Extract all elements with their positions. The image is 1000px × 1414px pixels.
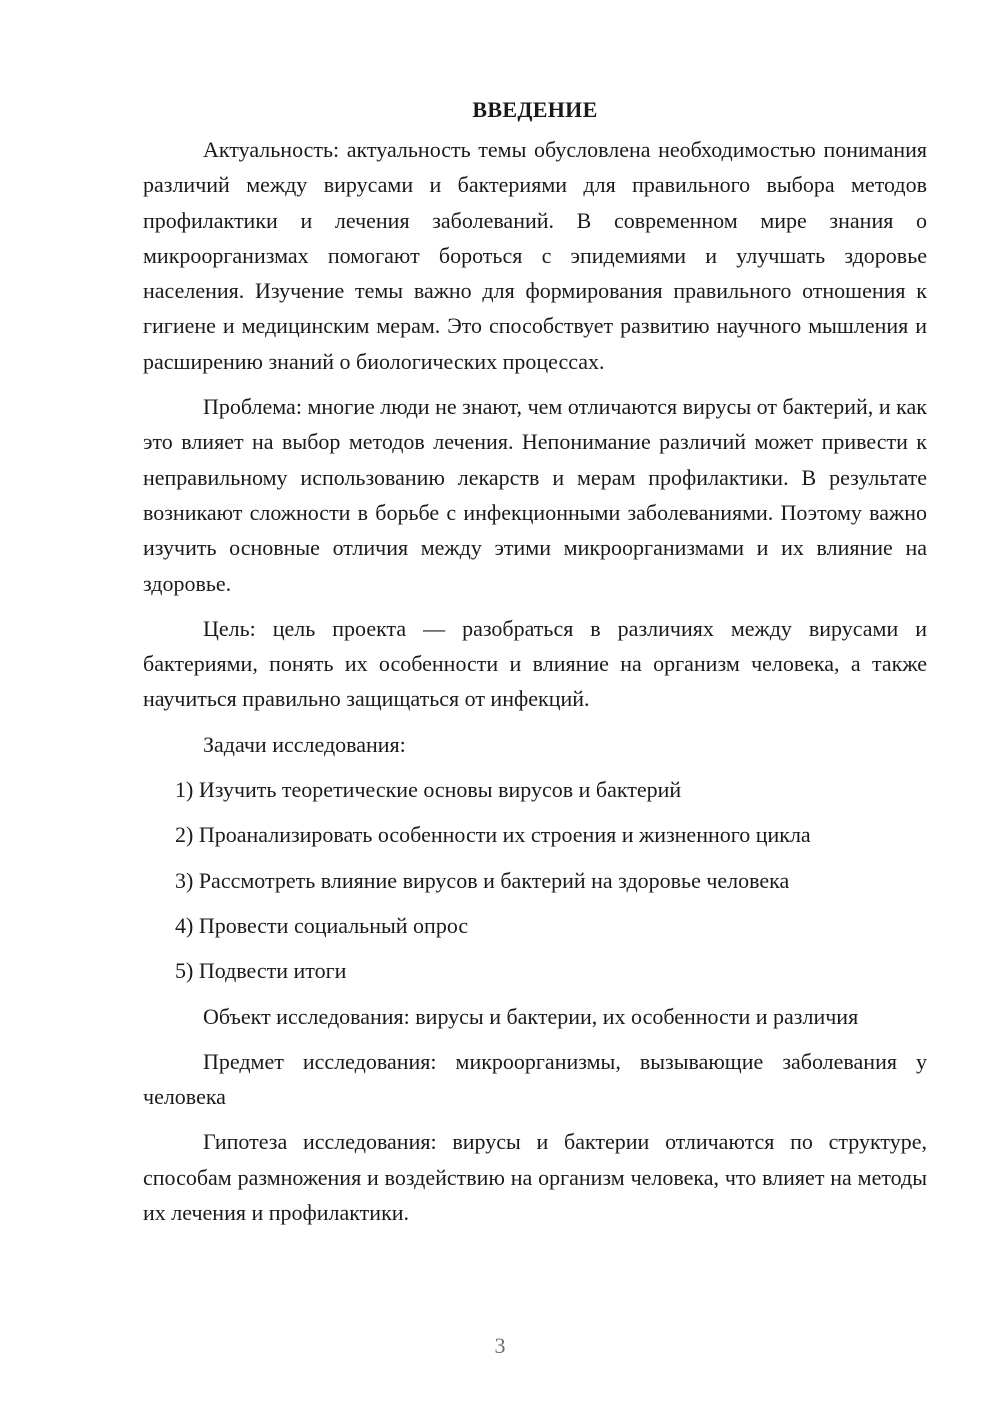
list-item: 5) Подвести итоги — [175, 958, 347, 984]
paragraph-goal: Цель: цель проекта — разобраться в различиях между вирусами и бактериями, понять их особенности и влияние на организм человека, а также научиться правильно защищаться от инфекций. — [143, 615, 927, 712]
list-item: 1) Изучить теоретические основы вирусов и бактерий — [175, 777, 682, 803]
paragraph-problem: Проблема: многие люди не знают, чем отличаются вирусы от бактерий, и как это влияет на выбор методов лечения. Непонимание различий может привести к неправильному использованию лекарств и мерам профилактики. В результате возникают сложности в борьбе с инфекционными заболеваниями. Поэтому важно изучить основные отличия между этими микроорганизмами и их влияние на здоровье. — [143, 394, 927, 596]
document-title: ВВЕДЕНИЕ — [472, 97, 598, 122]
paragraph-relevance: Актуальность: актуальность темы обусловлена необходимостью понимания различий между вирусами и бактериями для правильного выбора методов профилактики и лечения заболеваний. В современном мире знания о микроорганизмах помогают бороться с эпидемиями и улучшать здоровье населения. Изучение темы важно для формирования правильного отношения к гигиене и медицинским мерам. Это способствует развитию научного мышления и расширению знаний о биологических процессах. — [143, 137, 927, 374]
list-item: 3) Рассмотреть влияние вирусов и бактерий на здоровье человека — [175, 867, 790, 893]
paragraph-object: Объект исследования: вирусы и бактерии, их особенности и различия — [203, 1003, 859, 1029]
paragraph-hypothesis: Гипотеза исследования: вирусы и бактерии отличаются по структуре, способам размножения и воздействию на организм человека, что влияет на методы их лечения и профилактики. — [143, 1129, 927, 1226]
list-item: 2) Проанализировать особенности их строения и жизненного цикла — [175, 822, 811, 848]
tasks-heading: Задачи исследования: — [203, 731, 406, 757]
page-number: 3 — [494, 1333, 506, 1358]
tasks-list — [143, 772, 927, 988]
paragraph-subject: Предмет исследования: микроорганизмы, вызывающие заболевания у человека — [143, 1048, 927, 1110]
document-page — [143, 92, 927, 1240]
list-item: 4) Провести социальный опрос — [175, 912, 469, 938]
